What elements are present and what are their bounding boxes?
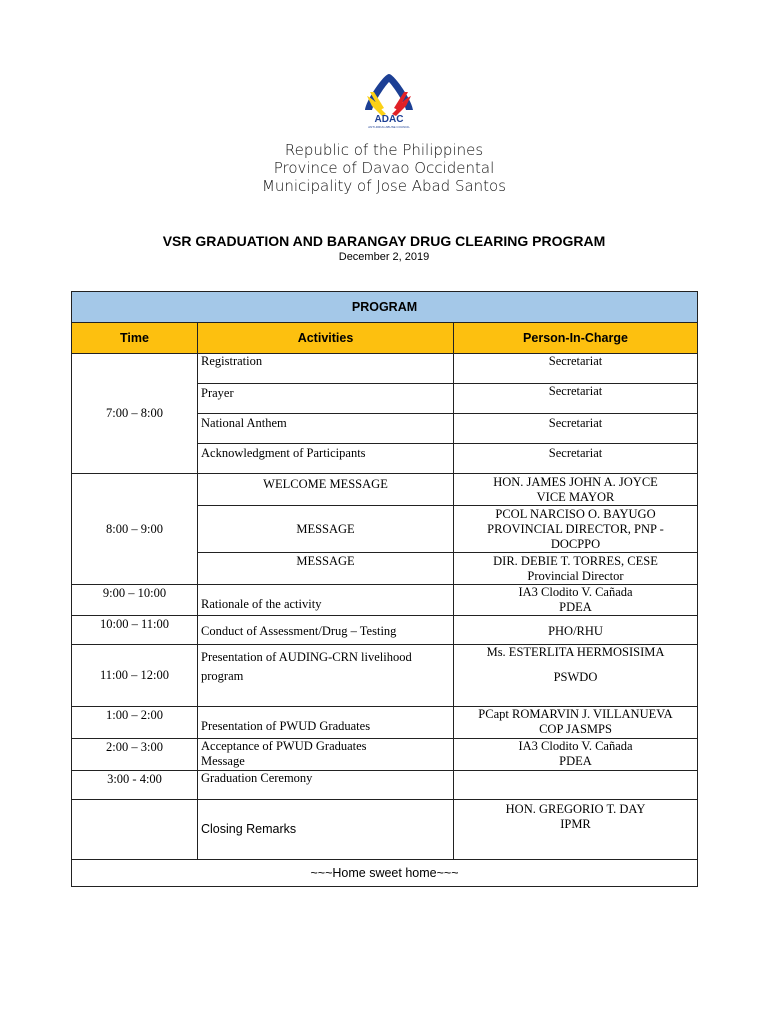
person-cell xyxy=(454,771,698,800)
time-cell: 1:00 – 2:00 xyxy=(72,707,198,739)
person-cell xyxy=(454,506,698,553)
logo-text: ADAC xyxy=(374,114,404,125)
person-cell: Secretariat xyxy=(454,444,698,474)
program-table xyxy=(71,291,698,887)
footer-text: ~~~Home sweet home~~~ xyxy=(72,860,698,887)
person-cell xyxy=(454,800,698,860)
person-title: Provincial Director xyxy=(527,569,624,583)
table-row xyxy=(72,585,698,616)
person-name: HON. GREGORIO T. DAY xyxy=(505,802,646,816)
table-row xyxy=(72,645,698,707)
column-header-time: Time xyxy=(72,323,198,354)
program-title: VSR GRADUATION AND BARANGAY DRUG CLEARING PROGRAM xyxy=(162,233,606,249)
activity-cell: MESSAGE xyxy=(198,506,454,553)
time-cell: 9:00 – 10:00 xyxy=(72,585,198,616)
person-title: DOCPPO xyxy=(550,537,601,551)
time-cell: 2:00 – 3:00 xyxy=(72,739,198,771)
header-municipality: Municipality of Jose Abad Santos xyxy=(261,177,507,195)
time-cell xyxy=(72,800,198,860)
time-cell: 10:00 – 11:00 xyxy=(72,616,198,645)
person-cell xyxy=(454,645,698,707)
person-cell: Secretariat xyxy=(454,414,698,444)
activity-cell: Acknowledgment of Participants xyxy=(198,444,454,474)
header-republic: Republic of the Philippines xyxy=(284,141,484,159)
time-cell: 7:00 – 8:00 xyxy=(72,354,198,474)
activity-line: Acceptance of PWUD Graduates xyxy=(201,739,367,753)
adac-logo xyxy=(358,70,420,130)
table-row xyxy=(72,474,698,506)
table-row xyxy=(72,707,698,739)
person-title: COP JASMPS xyxy=(539,722,612,736)
logo-tagline: ANTI-DRUG ABUSE COUNCIL xyxy=(368,125,410,129)
activity-cell: Closing Remarks xyxy=(198,800,454,860)
program-header-row xyxy=(72,292,698,323)
person-name: IA3 Clodito V. Cañada xyxy=(518,739,633,753)
person-name: DIR. DEBIE T. TORRES, CESE xyxy=(493,554,658,568)
activity-cell: National Anthem xyxy=(198,414,454,444)
activity-cell: Registration xyxy=(198,354,454,384)
person-title: IPMR xyxy=(560,817,591,831)
table-row xyxy=(72,739,698,771)
person-title: PDEA xyxy=(559,600,592,614)
program-header: PROGRAM xyxy=(72,292,698,323)
activity-cell: Conduct of Assessment/Drug – Testing xyxy=(198,616,454,645)
person-cell: PHO/RHU xyxy=(454,616,698,645)
person-cell xyxy=(454,474,698,506)
footer-row xyxy=(72,860,698,887)
activity-cell xyxy=(198,739,454,771)
person-title: PROVINCIAL DIRECTOR, PNP - xyxy=(487,522,664,536)
person-title: PSWDO xyxy=(553,670,598,684)
person-spacer xyxy=(457,660,694,670)
column-header-row xyxy=(72,323,698,354)
time-cell: 8:00 – 9:00 xyxy=(72,474,198,585)
adac-logo-graphic xyxy=(358,70,420,130)
table-row xyxy=(72,354,698,384)
person-title: PDEA xyxy=(559,754,592,768)
table-row xyxy=(72,771,698,800)
person-cell: Secretariat xyxy=(454,384,698,414)
activity-cell: WELCOME MESSAGE xyxy=(198,474,454,506)
activity-cell: Presentation of PWUD Graduates xyxy=(198,707,454,739)
person-name: PCOL NARCISO O. BAYUGO xyxy=(495,507,656,521)
time-cell: 3:00 - 4:00 xyxy=(72,771,198,800)
column-header-person: Person-In-Charge xyxy=(454,323,698,354)
person-cell xyxy=(454,707,698,739)
time-cell: 11:00 – 12:00 xyxy=(72,645,198,707)
person-name: IA3 Clodito V. Cañada xyxy=(518,585,633,599)
activity-cell: Graduation Ceremony xyxy=(198,771,454,800)
activity-line: program xyxy=(201,669,244,683)
person-cell xyxy=(454,739,698,771)
header-province: Province of Davao Occidental xyxy=(273,159,495,177)
activity-cell xyxy=(198,645,454,707)
program-date: December 2, 2019 xyxy=(338,251,430,263)
person-name: HON. JAMES JOHN A. JOYCE xyxy=(493,475,658,489)
column-header-activities: Activities xyxy=(198,323,454,354)
activity-cell: Rationale of the activity xyxy=(198,585,454,616)
person-name: PCapt ROMARVIN J. VILLANUEVA xyxy=(478,707,673,721)
person-name: Ms. ESTERLITA HERMOSISIMA xyxy=(486,645,665,659)
person-cell xyxy=(454,585,698,616)
activity-cell: Prayer xyxy=(198,384,454,414)
activity-line: Message xyxy=(201,754,245,768)
person-cell xyxy=(454,553,698,585)
table-row xyxy=(72,616,698,645)
person-title: VICE MAYOR xyxy=(536,490,615,504)
activity-cell: MESSAGE xyxy=(198,553,454,585)
person-cell: Secretariat xyxy=(454,354,698,384)
activity-line: Presentation of AUDING-CRN livelihood xyxy=(201,650,412,664)
table-row xyxy=(72,800,698,860)
